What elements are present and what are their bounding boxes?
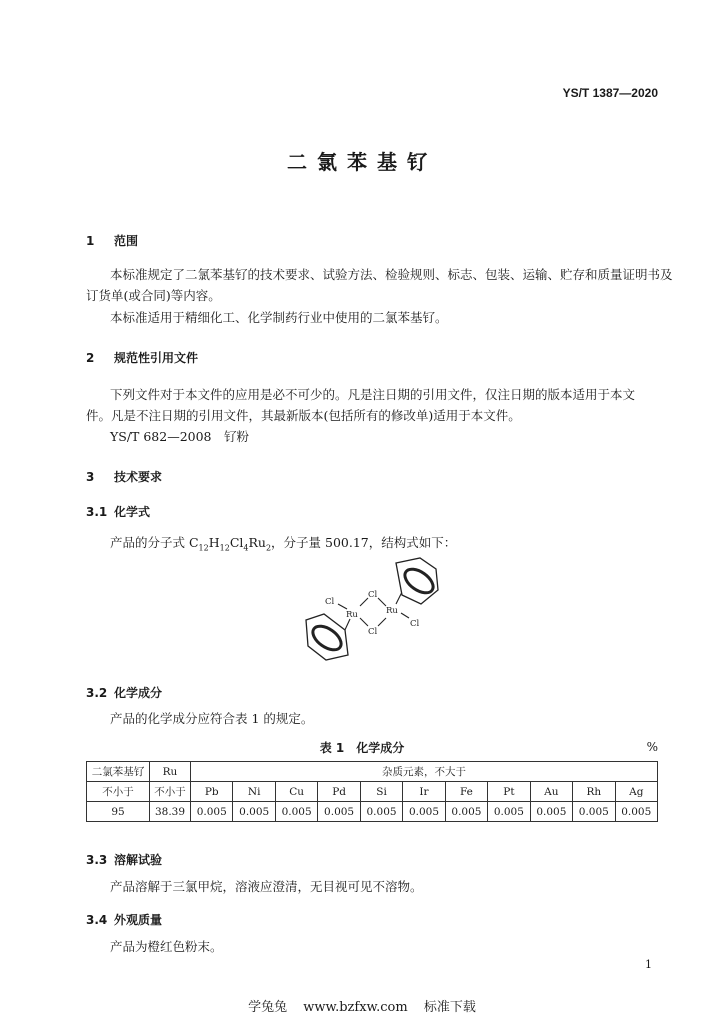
structural-formula xyxy=(290,556,460,668)
page-number: 1 xyxy=(645,958,652,971)
table-cell: 0.005 xyxy=(275,802,317,822)
section-3-2-heading xyxy=(86,684,162,701)
table-cell: 38.39 xyxy=(150,802,191,822)
chemical-composition-table xyxy=(86,761,658,822)
paragraph: 件。凡是不注日期的引用文件，其最新版本(包括所有的修改单)适用于本文件。 xyxy=(86,408,521,423)
table-cell: 0.005 xyxy=(530,802,572,822)
bond-line xyxy=(338,604,347,609)
section-title: 化学成分 xyxy=(114,686,163,700)
bond-line xyxy=(378,618,386,626)
atom-label: Cl xyxy=(368,627,378,637)
section-title: 规范性引用文件 xyxy=(114,351,199,365)
table-cell: 0.005 xyxy=(233,802,275,822)
section-number: 3.1 xyxy=(86,505,108,519)
header-cell: 不小于 xyxy=(150,782,191,802)
bond-line xyxy=(401,613,409,618)
page-title: 二氯苯基钌 xyxy=(287,150,437,174)
element-header-cell: Si xyxy=(360,782,402,802)
header-cell: 二氯苯基钌 xyxy=(87,762,150,782)
section-2-heading xyxy=(86,349,198,366)
table-caption: 表 1 化学成分 xyxy=(319,741,405,755)
element-header-cell: Cu xyxy=(275,782,317,802)
section-3-4-heading xyxy=(86,911,162,928)
atom-label: Cl xyxy=(325,597,335,607)
table-cell: 0.005 xyxy=(488,802,530,822)
section-number: 2 xyxy=(86,351,95,365)
element-symbol: Ru xyxy=(248,535,266,550)
footer-watermark xyxy=(0,996,724,1015)
table-cell: 0.005 xyxy=(573,802,615,822)
paragraph: 产品溶解于三氯甲烷，溶液应澄清，无目视可见不溶物。 xyxy=(110,879,423,894)
element-header-cell: Ir xyxy=(403,782,445,802)
section-title: 范围 xyxy=(114,234,139,248)
paragraph: 本标准规定了二氯苯基钌的技术要求、试验方法、检验规则、标志、包装、运输、贮存和质量证明书及 xyxy=(110,267,673,282)
table-cell: 95 xyxy=(87,802,150,822)
bond-line xyxy=(378,598,386,606)
section-1-heading xyxy=(86,232,138,249)
element-header-cell: Pb xyxy=(191,782,233,802)
table-cell: 0.005 xyxy=(318,802,360,822)
element-header-cell: Pd xyxy=(318,782,360,802)
element-header-cell: Fe xyxy=(445,782,487,802)
bond-line xyxy=(360,598,368,606)
atom-label: Cl xyxy=(368,590,378,600)
subscript: 12 xyxy=(219,543,230,553)
section-3-1-heading xyxy=(86,503,150,520)
bond-line xyxy=(396,592,402,604)
element-header-cell: Ag xyxy=(615,782,657,802)
section-number: 1 xyxy=(86,234,95,248)
atom-label: Ru xyxy=(386,606,398,616)
element-header-cell: Pt xyxy=(488,782,530,802)
footer-text: 标准下载 xyxy=(423,1000,476,1015)
table-cell: 0.005 xyxy=(615,802,657,822)
footer-text: 学兔兔 xyxy=(248,1000,288,1015)
header-cell: 杂质元素，不大于 xyxy=(191,762,658,782)
section-3-heading xyxy=(86,468,162,485)
paragraph: 产品为橙红色粉末。 xyxy=(110,939,223,954)
element-header-cell: Rh xyxy=(573,782,615,802)
section-title: 溶解试验 xyxy=(114,853,163,867)
paragraph: 订货单(或合同)等内容。 xyxy=(86,288,221,303)
table-cell: 0.005 xyxy=(360,802,402,822)
paragraph: 本标准适用于精细化工、化学制药行业中使用的二氯苯基钌。 xyxy=(110,310,448,325)
atom-label: Ru xyxy=(346,610,358,620)
formula-suffix: ，分子量 500.17，结构式如下： xyxy=(271,535,457,550)
section-number: 3 xyxy=(86,470,95,484)
bond-line xyxy=(360,618,368,626)
section-number: 3.4 xyxy=(86,913,108,927)
subscript: 12 xyxy=(198,543,209,553)
section-number: 3.2 xyxy=(86,686,108,700)
subscript: 2 xyxy=(265,543,272,553)
reference-entry: YS/T 682—2008 钌粉 xyxy=(110,429,250,444)
footer-link[interactable]: www.bzfxw.com xyxy=(303,1000,408,1015)
element-symbol: Cl xyxy=(229,535,244,550)
table-cell: 0.005 xyxy=(191,802,233,822)
element-symbol: H xyxy=(208,535,220,550)
header-cell: Ru xyxy=(150,762,191,782)
benzene-ring-upper xyxy=(396,558,438,604)
section-title: 技术要求 xyxy=(114,470,163,484)
formula-prefix: 产品的分子式 C xyxy=(110,535,199,550)
section-number: 3.3 xyxy=(86,853,108,867)
standard-code: YS/T 1387—2020 xyxy=(562,86,658,100)
molecular-formula-line xyxy=(110,533,456,553)
benzene-ring-lower xyxy=(306,614,348,660)
element-header-cell: Ni xyxy=(233,782,275,802)
element-header-cell: Au xyxy=(530,782,572,802)
table-cell: 0.005 xyxy=(403,802,445,822)
section-title: 化学式 xyxy=(114,505,151,519)
table-cell: 0.005 xyxy=(445,802,487,822)
paragraph: 下列文件对于本文件的应用是必不可少的。凡是注日期的引用文件，仅注日期的版本适用于本文 xyxy=(110,387,636,402)
table-unit: % xyxy=(646,740,658,754)
atom-label: Cl xyxy=(410,619,420,629)
paragraph: 产品的化学成分应符合表 1 的规定。 xyxy=(110,711,314,726)
header-cell: 不小于 xyxy=(87,782,150,802)
section-3-3-heading xyxy=(86,851,162,868)
section-title: 外观质量 xyxy=(114,913,163,927)
subscript: 4 xyxy=(243,543,249,553)
